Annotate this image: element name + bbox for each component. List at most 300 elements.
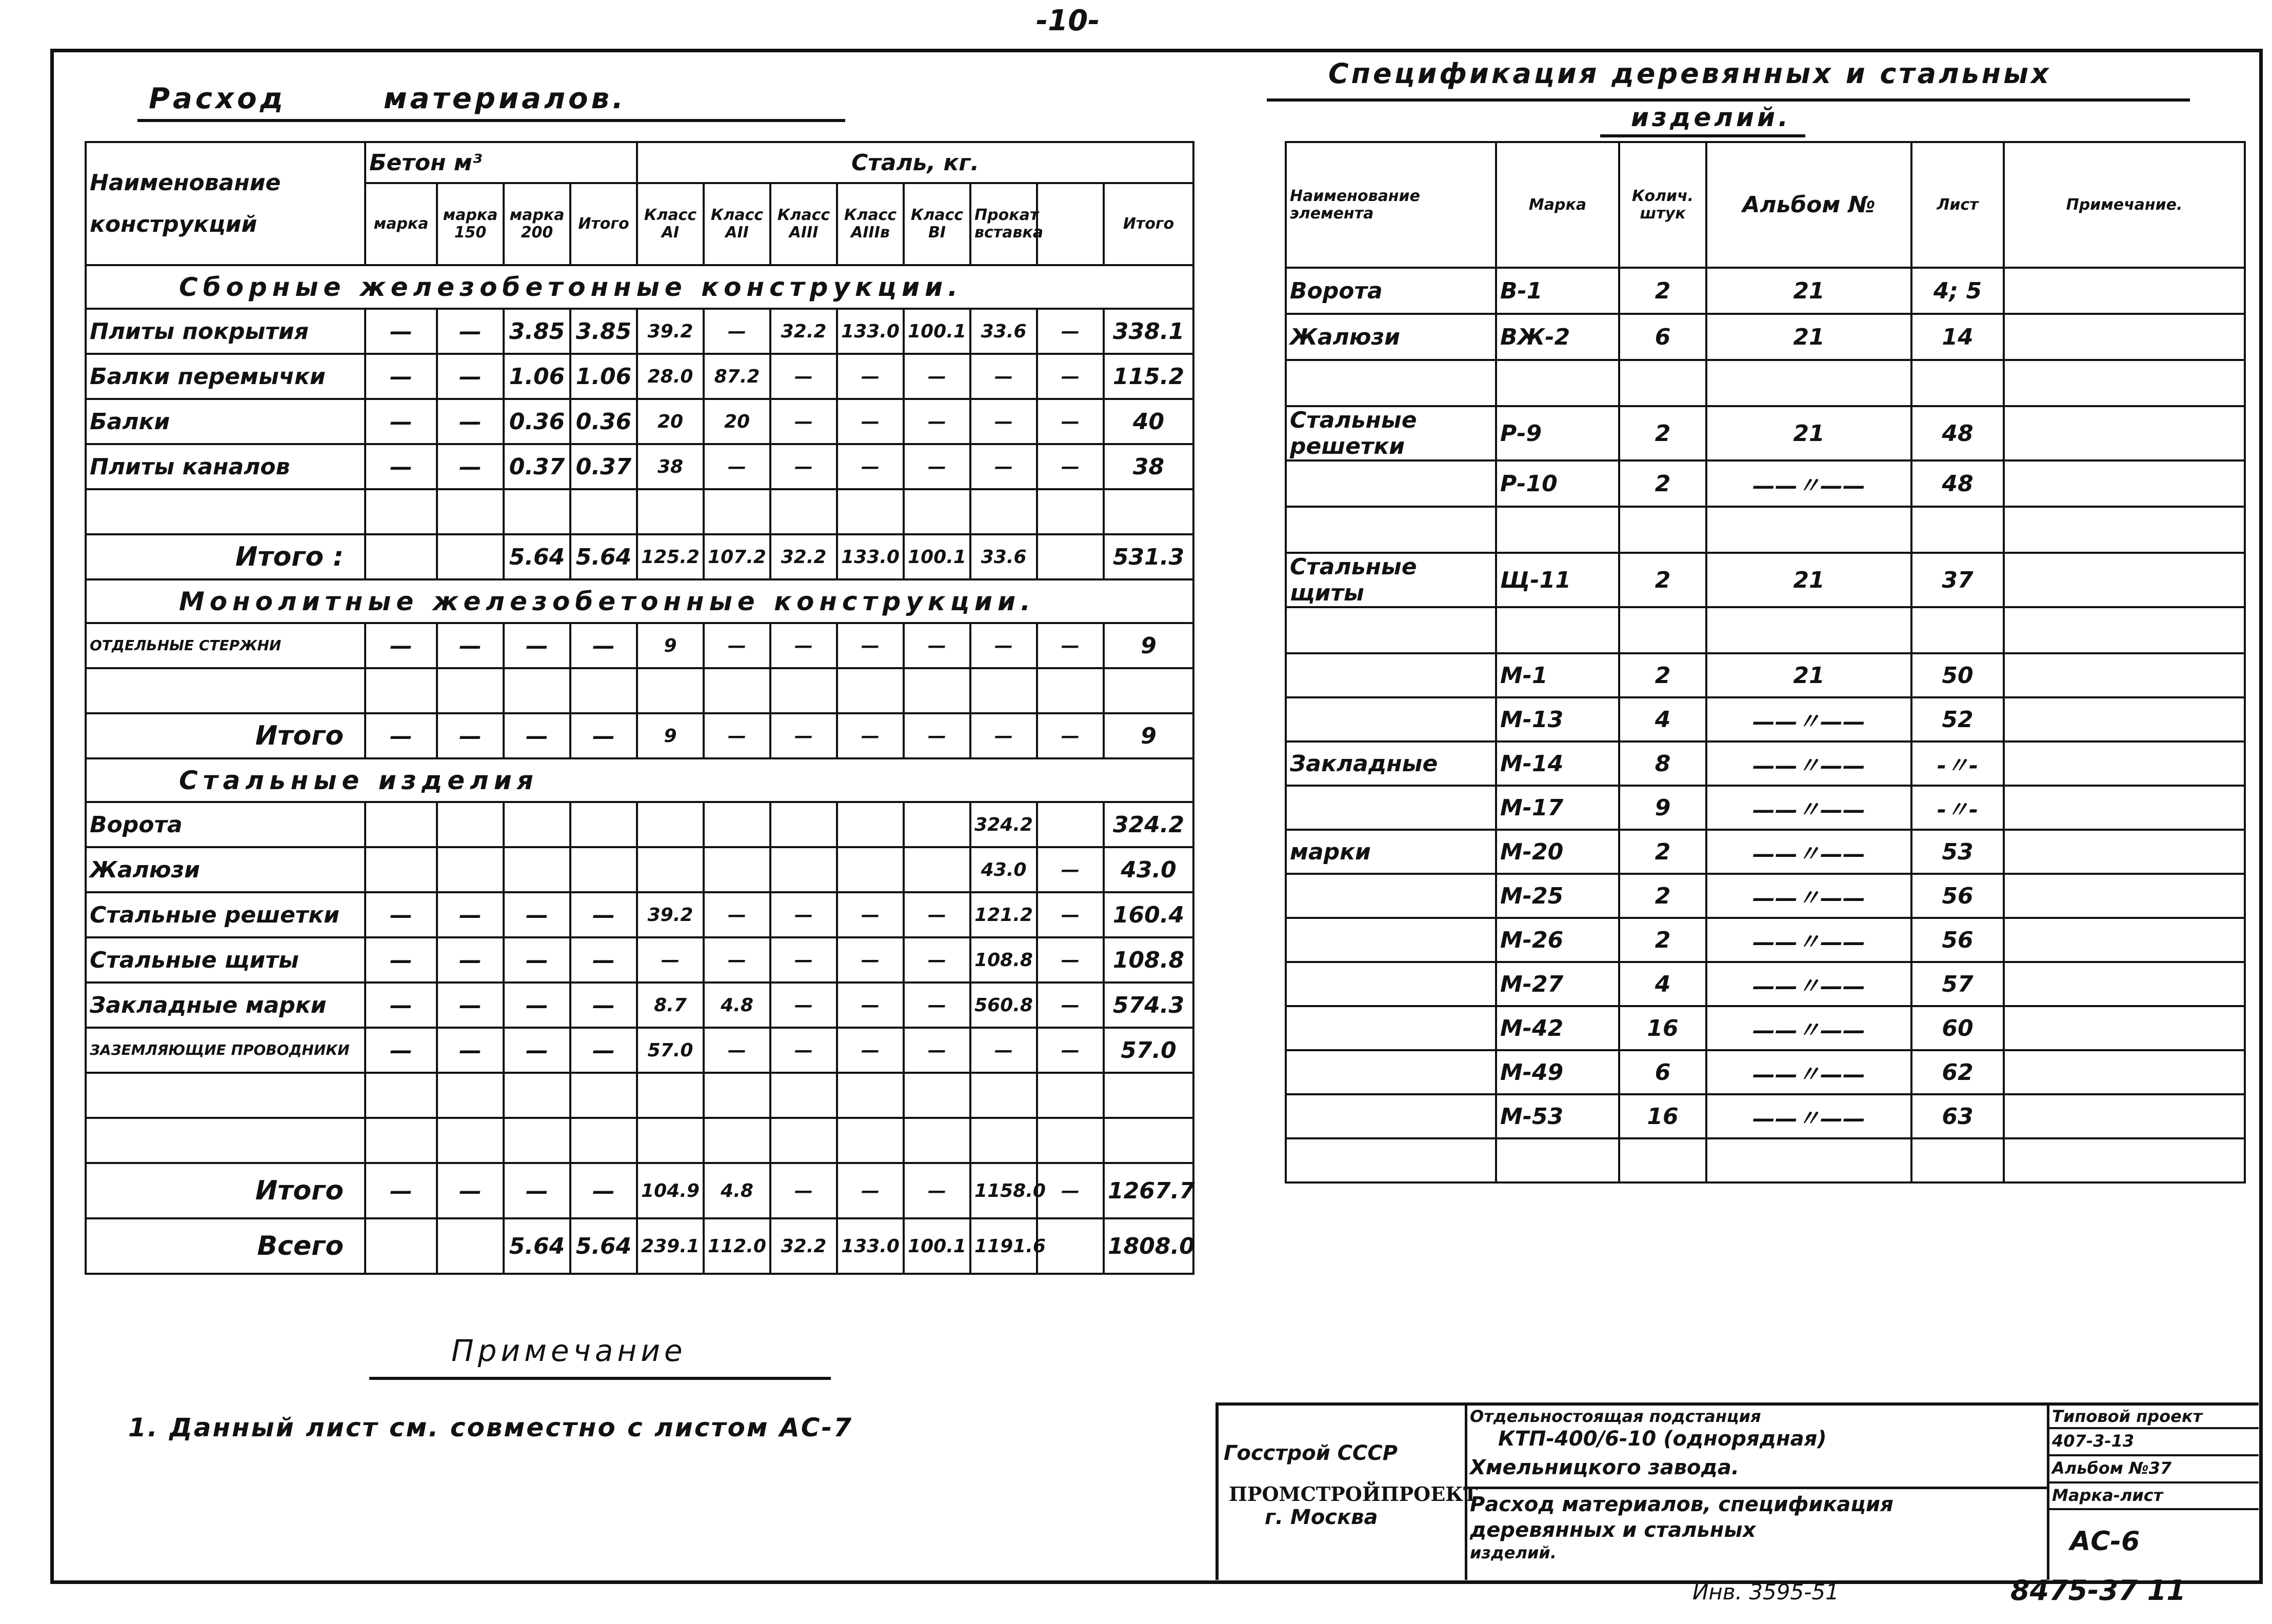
row-cell: 9	[1104, 623, 1193, 668]
spec-sheet: 56	[1911, 874, 2004, 918]
row-cell	[704, 847, 770, 892]
section-title: Монолитные железобетонные конструкции.	[86, 579, 1193, 623]
row-cell: 0.37	[504, 444, 570, 489]
row-cell: —	[770, 983, 837, 1028]
row-cell: 9	[1104, 713, 1193, 758]
spec-album	[1706, 607, 1911, 653]
title-block-org: Госстрой СССР ПРОМСТРОЙПРОЕКТ г. Москва	[1219, 1406, 1467, 1580]
row-cell	[1104, 1118, 1193, 1163]
subheader-cell: марка	[365, 183, 437, 265]
row-cell: —	[437, 937, 504, 983]
row-cell	[365, 1073, 437, 1118]
spec-sheet	[1911, 1138, 2004, 1182]
row-cell: —	[570, 1163, 637, 1218]
row-cell: 1808.0	[1104, 1218, 1193, 1274]
subheader-cell: марка 200	[504, 183, 570, 265]
row-cell: —	[970, 354, 1037, 399]
row-cell: 20	[704, 399, 770, 444]
row-cell	[437, 1118, 504, 1163]
spec-header-cell: Марка	[1496, 142, 1619, 268]
spec-note	[2004, 507, 2245, 553]
row-cell: —	[570, 983, 637, 1028]
row-cell: 32.2	[770, 309, 837, 354]
row-cell: —	[504, 623, 570, 668]
row-cell	[1037, 1073, 1104, 1118]
spec-qty: 16	[1619, 1006, 1706, 1050]
row-cell: 100.1	[904, 309, 970, 354]
table-row	[86, 1073, 1193, 1118]
row-cell: —	[365, 354, 437, 399]
spec-mark: М-53	[1496, 1094, 1619, 1138]
row-name: Жалюзи	[86, 847, 365, 892]
spec-header-cell: Альбом №	[1706, 142, 1911, 268]
row-cell: —	[970, 399, 1037, 444]
row-cell: 4.8	[704, 1163, 770, 1218]
row-cell	[770, 847, 837, 892]
row-cell: —	[770, 399, 837, 444]
row-cell: —	[904, 354, 970, 399]
row-cell	[504, 489, 570, 534]
spec-mark	[1496, 507, 1619, 553]
row-cell: —	[770, 444, 837, 489]
row-cell	[904, 668, 970, 713]
spec-row	[1286, 553, 2245, 607]
row-cell: 28.0	[637, 354, 704, 399]
spec-mark: М-42	[1496, 1006, 1619, 1050]
row-name: Ворота	[86, 802, 365, 847]
row-cell	[570, 489, 637, 534]
row-cell: —	[437, 713, 504, 758]
row-cell: —	[837, 1028, 904, 1073]
spec-album: ——〃——	[1706, 962, 1911, 1006]
spec-mark: М-14	[1496, 741, 1619, 786]
row-cell: —	[837, 623, 904, 668]
row-cell	[437, 489, 504, 534]
row-cell: —	[837, 399, 904, 444]
row-cell: 133.0	[837, 534, 904, 579]
row-cell	[637, 1073, 704, 1118]
spec-qty: 9	[1619, 786, 1706, 830]
spec-mark: М-1	[1496, 653, 1619, 697]
spec-album: ——〃——	[1706, 1050, 1911, 1094]
title-block	[1215, 1402, 2259, 1580]
spec-qty: 6	[1619, 1050, 1706, 1094]
spec-name	[1286, 360, 1496, 406]
note-title: Примечание	[451, 1333, 687, 1368]
row-cell: —	[837, 983, 904, 1028]
row-cell: —	[904, 623, 970, 668]
title-block-code: Типовой проект 407-3-13 Альбом №37 Марка-лист АС-6	[2049, 1406, 2259, 1580]
spec-mark	[1496, 1138, 1619, 1182]
row-name	[86, 1118, 365, 1163]
row-cell: —	[504, 983, 570, 1028]
row-cell	[637, 802, 704, 847]
row-cell: —	[1037, 623, 1104, 668]
spec-sheet: 56	[1911, 918, 2004, 962]
row-cell: 121.2	[970, 892, 1037, 937]
row-cell: 8.7	[637, 983, 704, 1028]
row-cell: —	[704, 309, 770, 354]
row-cell: —	[1037, 937, 1104, 983]
row-cell	[704, 1118, 770, 1163]
row-cell	[365, 1218, 437, 1274]
row-cell: —	[904, 1163, 970, 1218]
row-cell: 40	[1104, 399, 1193, 444]
row-name: Итого	[86, 713, 365, 758]
row-cell	[704, 489, 770, 534]
spec-album	[1706, 1138, 1911, 1182]
spec-name	[1286, 460, 1496, 507]
row-cell	[837, 1118, 904, 1163]
row-cell: 1267.7	[1104, 1163, 1193, 1218]
title-block-object: Отдельностоящая подстанция КТП-400/6-10 (однорядная) Хмельницкого завода. Расход материалов, спецификация деревянных и стальных изделий.	[1467, 1406, 2049, 1580]
spec-mark: ВЖ-2	[1496, 314, 1619, 360]
row-cell	[437, 802, 504, 847]
spec-sheet	[1911, 607, 2004, 653]
spec-name	[1286, 786, 1496, 830]
row-cell: 560.8	[970, 983, 1037, 1028]
row-cell: 43.0	[1104, 847, 1193, 892]
left-title-word1: Расход	[149, 82, 286, 115]
row-cell: —	[970, 623, 1037, 668]
row-cell: —	[570, 713, 637, 758]
table-row	[86, 937, 1193, 983]
spec-note	[2004, 360, 2245, 406]
row-cell: 33.6	[970, 534, 1037, 579]
row-cell: —	[904, 983, 970, 1028]
section-title: Стальные изделия	[86, 758, 1193, 802]
row-cell: —	[770, 1163, 837, 1218]
row-cell: —	[704, 713, 770, 758]
row-cell: —	[437, 623, 504, 668]
row-cell: 133.0	[837, 309, 904, 354]
table-row	[86, 802, 1193, 847]
spec-sheet: 60	[1911, 1006, 2004, 1050]
spec-album	[1706, 360, 1911, 406]
spec-row	[1286, 1138, 2245, 1182]
row-name: Плиты покрытия	[86, 309, 365, 354]
row-name: Стальные щиты	[86, 937, 365, 983]
spec-qty: 4	[1619, 962, 1706, 1006]
spec-name	[1286, 1094, 1496, 1138]
row-cell: 5.64	[570, 1218, 637, 1274]
row-cell: —	[437, 892, 504, 937]
spec-sheet: 57	[1911, 962, 2004, 1006]
spec-name	[1286, 962, 1496, 1006]
spec-note	[2004, 406, 2245, 460]
spec-row	[1286, 697, 2245, 741]
row-cell: 108.8	[1104, 937, 1193, 983]
row-name	[86, 489, 365, 534]
spec-row	[1286, 741, 2245, 786]
table-row	[86, 847, 1193, 892]
left-title	[149, 82, 626, 115]
spec-qty	[1619, 607, 1706, 653]
row-cell: —	[970, 444, 1037, 489]
row-cell: —	[770, 623, 837, 668]
spec-mark: Щ-11	[1496, 553, 1619, 607]
row-cell: 38	[637, 444, 704, 489]
row-cell	[504, 847, 570, 892]
subheader-cell: Класс ВI	[904, 183, 970, 265]
row-cell	[704, 802, 770, 847]
row-cell: —	[1037, 399, 1104, 444]
table-row	[86, 399, 1193, 444]
row-cell: 33.6	[970, 309, 1037, 354]
row-cell: 1191.6	[970, 1218, 1037, 1274]
row-cell: 5.64	[504, 1218, 570, 1274]
row-cell: —	[504, 892, 570, 937]
row-cell: —	[365, 309, 437, 354]
spec-album: ——〃——	[1706, 1006, 1911, 1050]
spec-album: 21	[1706, 653, 1911, 697]
row-cell: —	[770, 892, 837, 937]
spec-sheet: -〃-	[1911, 786, 2004, 830]
right-title: Спецификация деревянных и стальных	[1328, 57, 2051, 90]
spec-name	[1286, 507, 1496, 553]
row-cell: —	[904, 892, 970, 937]
subheader-cell: Класс АI	[637, 183, 704, 265]
row-cell: 87.2	[704, 354, 770, 399]
section-row	[86, 579, 1193, 623]
row-cell: 108.8	[970, 937, 1037, 983]
row-name: Всего	[86, 1218, 365, 1274]
spec-note	[2004, 962, 2245, 1006]
spec-header-cell: Наименование элемента	[1286, 142, 1496, 268]
subheader-cell	[1037, 183, 1104, 265]
row-cell: 239.1	[637, 1218, 704, 1274]
subheader-cell: Итого	[1104, 183, 1193, 265]
row-cell: —	[837, 937, 904, 983]
spec-row	[1286, 507, 2245, 553]
spec-album	[1706, 507, 1911, 553]
row-cell: 20	[637, 399, 704, 444]
spec-sheet	[1911, 360, 2004, 406]
row-cell: —	[770, 937, 837, 983]
row-cell: 4.8	[704, 983, 770, 1028]
row-cell: —	[904, 399, 970, 444]
row-cell: —	[837, 444, 904, 489]
row-cell: —	[365, 444, 437, 489]
hdr-steel: Сталь, кг.	[637, 142, 1193, 183]
spec-name	[1286, 607, 1496, 653]
row-cell	[365, 489, 437, 534]
spec-qty: 4	[1619, 697, 1706, 741]
row-cell	[970, 668, 1037, 713]
spec-album: ——〃——	[1706, 697, 1911, 741]
spec-mark: М-25	[1496, 874, 1619, 918]
row-cell	[1104, 668, 1193, 713]
row-cell: —	[770, 354, 837, 399]
row-cell	[904, 489, 970, 534]
row-cell: —	[437, 399, 504, 444]
row-cell	[904, 802, 970, 847]
subheader-cell: Класс АIII	[770, 183, 837, 265]
spec-name	[1286, 1138, 1496, 1182]
spec-album: ——〃——	[1706, 874, 1911, 918]
spec-name: Закладные	[1286, 741, 1496, 786]
section-row	[86, 265, 1193, 309]
spec-mark: М-13	[1496, 697, 1619, 741]
row-cell: 0.36	[570, 399, 637, 444]
row-cell: 0.36	[504, 399, 570, 444]
spec-row	[1286, 918, 2245, 962]
row-cell: —	[704, 892, 770, 937]
row-cell: —	[1037, 309, 1104, 354]
spec-header-cell: Колич. штук	[1619, 142, 1706, 268]
row-cell: —	[437, 444, 504, 489]
spec-sheet: 52	[1911, 697, 2004, 741]
spec-album: ——〃——	[1706, 1094, 1911, 1138]
spec-note	[2004, 314, 2245, 360]
row-cell: —	[365, 892, 437, 937]
spec-mark: М-26	[1496, 918, 1619, 962]
spec-header-cell: Примечание.	[2004, 142, 2245, 268]
spec-row	[1286, 653, 2245, 697]
spec-row	[1286, 1006, 2245, 1050]
table-row	[86, 713, 1193, 758]
spec-note	[2004, 268, 2245, 314]
table-row	[86, 309, 1193, 354]
spec-mark	[1496, 607, 1619, 653]
row-cell	[437, 1073, 504, 1118]
row-cell: 5.64	[504, 534, 570, 579]
section-title: Сборные железобетонные конструкции.	[86, 265, 1193, 309]
row-cell: 1.06	[570, 354, 637, 399]
subheader-cell: Прокат вставка	[970, 183, 1037, 265]
spec-mark: В-1	[1496, 268, 1619, 314]
table-row	[86, 1028, 1193, 1073]
row-cell	[770, 802, 837, 847]
row-cell	[770, 1073, 837, 1118]
note-text: 1. Данный лист см. совместно с листом АС-7	[128, 1413, 853, 1442]
spec-note	[2004, 1006, 2245, 1050]
row-cell: —	[904, 444, 970, 489]
spec-mark: Р-10	[1496, 460, 1619, 507]
spec-mark: М-27	[1496, 962, 1619, 1006]
row-cell: —	[970, 713, 1037, 758]
spec-album: ——〃——	[1706, 786, 1911, 830]
spec-name: Стальные щиты	[1286, 553, 1496, 607]
spec-album: 21	[1706, 406, 1911, 460]
row-cell	[837, 802, 904, 847]
row-cell: —	[904, 1028, 970, 1073]
row-cell: —	[1037, 1163, 1104, 1218]
specification-table	[1285, 141, 2246, 1184]
row-cell	[837, 847, 904, 892]
row-cell	[437, 847, 504, 892]
row-name: Закладные марки	[86, 983, 365, 1028]
table-row	[86, 668, 1193, 713]
right-title-underline	[1267, 98, 2190, 102]
materials-table	[85, 141, 1194, 1275]
spec-name	[1286, 1006, 1496, 1050]
spec-album: 21	[1706, 268, 1911, 314]
row-cell: 0.37	[570, 444, 637, 489]
row-cell: —	[1037, 1028, 1104, 1073]
row-cell: 9	[637, 623, 704, 668]
row-cell	[904, 847, 970, 892]
spec-row	[1286, 607, 2245, 653]
row-cell: —	[904, 937, 970, 983]
row-cell	[637, 1118, 704, 1163]
row-cell: 1158.0	[970, 1163, 1037, 1218]
subheader-cell: Итого	[570, 183, 637, 265]
row-cell	[1037, 489, 1104, 534]
row-cell: —	[904, 713, 970, 758]
spec-sheet: 37	[1911, 553, 2004, 607]
spec-name	[1286, 697, 1496, 741]
spec-row	[1286, 874, 2245, 918]
spec-mark: М-17	[1496, 786, 1619, 830]
row-cell	[770, 1118, 837, 1163]
row-cell: 338.1	[1104, 309, 1193, 354]
spec-qty	[1619, 360, 1706, 406]
spec-name	[1286, 653, 1496, 697]
row-cell: —	[437, 983, 504, 1028]
row-name: Плиты каналов	[86, 444, 365, 489]
spec-note	[2004, 553, 2245, 607]
row-cell: —	[770, 713, 837, 758]
row-cell: —	[365, 623, 437, 668]
subheader-cell: Класс АII	[704, 183, 770, 265]
table-row	[86, 444, 1193, 489]
spec-note	[2004, 918, 2245, 962]
row-cell: —	[437, 1163, 504, 1218]
spec-note	[2004, 607, 2245, 653]
spec-row	[1286, 460, 2245, 507]
row-cell: —	[570, 892, 637, 937]
row-name	[86, 668, 365, 713]
row-cell: —	[704, 1028, 770, 1073]
spec-name	[1286, 874, 1496, 918]
row-cell	[770, 668, 837, 713]
spec-row	[1286, 1050, 2245, 1094]
row-cell	[1037, 802, 1104, 847]
spec-sheet: 50	[1911, 653, 2004, 697]
spec-header-row	[1286, 142, 2245, 268]
row-cell: —	[570, 1028, 637, 1073]
spec-note	[2004, 741, 2245, 786]
row-cell	[570, 847, 637, 892]
spec-qty	[1619, 1138, 1706, 1182]
row-cell: —	[504, 1163, 570, 1218]
row-cell: 160.4	[1104, 892, 1193, 937]
spec-row	[1286, 786, 2245, 830]
spec-sheet: 48	[1911, 460, 2004, 507]
spec-note	[2004, 1094, 2245, 1138]
row-cell	[1037, 534, 1104, 579]
row-cell: —	[637, 937, 704, 983]
row-cell: —	[1037, 847, 1104, 892]
row-cell: —	[837, 1163, 904, 1218]
row-cell	[504, 802, 570, 847]
spec-qty: 16	[1619, 1094, 1706, 1138]
row-cell	[504, 1073, 570, 1118]
row-cell: —	[570, 623, 637, 668]
table-row	[86, 892, 1193, 937]
spec-note	[2004, 653, 2245, 697]
row-cell	[365, 802, 437, 847]
row-cell: 9	[637, 713, 704, 758]
spec-sheet: 14	[1911, 314, 2004, 360]
spec-name: Жалюзи	[1286, 314, 1496, 360]
row-cell	[704, 1073, 770, 1118]
spec-sheet: -〃-	[1911, 741, 2004, 786]
row-cell: —	[437, 1028, 504, 1073]
row-cell: 57.0	[1104, 1028, 1193, 1073]
row-cell	[637, 847, 704, 892]
